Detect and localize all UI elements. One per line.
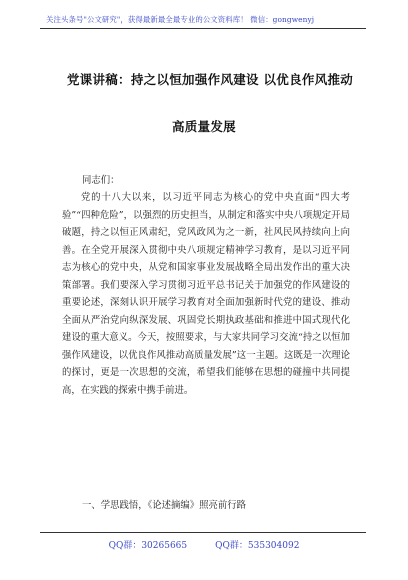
header-notice-link[interactable]: 关注头条号"公文研究"，获得最新最全最专业的公文资料库！ 微信：gongwenyj xyxy=(46,15,315,24)
footer-divider xyxy=(40,532,366,533)
section-heading: 一、学思践悟，《论述摘编》照亮前行路 xyxy=(82,500,247,511)
header-divider xyxy=(40,28,366,29)
body-paragraph: 党的十八大以来，以习近平同志为核心的党中央直面“四大考验”“四种危险”，以强烈的历史担当，从制定和落实中央八项规定开局破题，持之以恒正风肃纪，党风政风为之一新，社风民风持续向上向善。在全党开展深入贯彻中央八项规定精神学习教育，是以习近平同志为核心的党中央，从党和国家事业发展战略全局出发作出的重大决策部署。我们要深入学习贯彻习近平总书记关于加强党的作风建设的重要论述，深刻认识开展学习教育对全面加强新时代党的建设、推动全面从严治党向纵深发展、巩固党长期执政基础和推进中国式现代化建设的重大意义。今天，按照要求，与大家共同学习交流“持之以恒加强作风建设，以优良作风推动高质量发展”这一主题。这既是一次理论的探讨，更是一次思想的交流，希望我们能够在思想的碰撞中共同提高，在实践的探索中携手前进。 xyxy=(62,192,350,396)
salutation: 同志们： xyxy=(82,175,120,186)
footer-qq-group-1[interactable]: QQ群：30265665 xyxy=(108,541,188,551)
document-title-line-1: 党课讲稿：持之以恒加强作风建设 以优良作风推动 xyxy=(66,72,354,87)
footer-qq-group-2[interactable]: QQ群：535304092 xyxy=(215,541,300,551)
footer xyxy=(0,538,408,551)
document-title-line-2: 高质量发展 xyxy=(171,119,236,134)
